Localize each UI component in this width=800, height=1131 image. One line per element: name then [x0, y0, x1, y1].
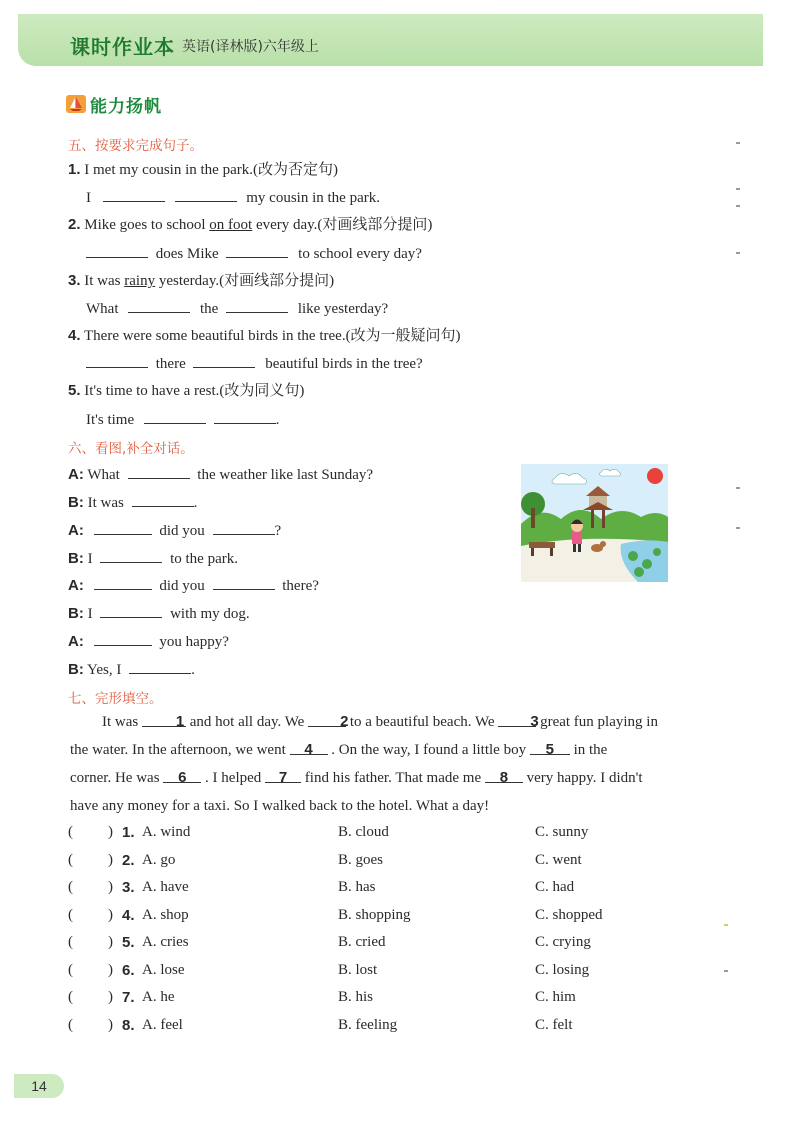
- cloze-text: to a beautiful beach. We: [346, 714, 499, 730]
- margin-mark: [736, 252, 740, 254]
- cloze-blank[interactable]: [290, 736, 328, 758]
- option-b: B. lost: [338, 962, 378, 978]
- option-number: 2.: [122, 852, 135, 869]
- option-b: B. cried: [338, 934, 386, 950]
- answer-paren-open[interactable]: (: [68, 852, 73, 868]
- option-c: C. sunny: [535, 824, 589, 840]
- cloze-blank[interactable]: [163, 764, 201, 786]
- page-header: [0, 0, 800, 72]
- answer-paren-close: ): [108, 962, 113, 978]
- answer-paren-close: ): [108, 1017, 113, 1033]
- answer-blank[interactable]: [86, 243, 148, 258]
- q2-text-pre: Mike goes to school: [84, 217, 210, 233]
- option-row: [68, 934, 768, 956]
- margin-mark: [736, 142, 740, 144]
- dialogue-text: there?: [282, 578, 319, 594]
- answer-paren-close: ): [108, 989, 113, 1005]
- answer-blank[interactable]: [94, 575, 152, 590]
- answer-blank[interactable]: [175, 187, 237, 202]
- margin-mark: [724, 924, 728, 926]
- answer-blank[interactable]: [213, 575, 275, 590]
- cloze-text: very happy. I didn't: [522, 770, 643, 786]
- option-c: C. shopped: [535, 907, 603, 923]
- book-title: 课时作业本: [70, 35, 175, 59]
- dialogue-line: [68, 631, 229, 652]
- cloze-blank[interactable]: [485, 764, 523, 786]
- answer-blank[interactable]: [129, 659, 191, 674]
- speaker-label: B:: [68, 661, 84, 678]
- answer-blank[interactable]: [226, 298, 288, 313]
- cloze-text: . I helped: [201, 770, 266, 786]
- cloze-line: have any money for a taxi. So I walked back to the hotel. What a day!: [70, 798, 490, 814]
- dialogue-line: [68, 520, 281, 541]
- dialogue-line: [68, 575, 319, 596]
- speaker-label: A:: [68, 577, 84, 594]
- option-a: A. cries: [142, 934, 189, 950]
- cloze-number: 6: [178, 769, 187, 786]
- option-row: [68, 824, 768, 846]
- part6-title: 六、看图,补全对话。: [68, 441, 194, 457]
- dialogue-text: with my dog.: [170, 606, 250, 622]
- cloze-blank[interactable]: [498, 708, 539, 730]
- margin-mark: [736, 205, 740, 207]
- answer-blank[interactable]: [94, 520, 152, 535]
- dialogue-text: .: [193, 495, 198, 511]
- q1-number: 1.: [68, 161, 81, 178]
- option-row: [68, 879, 768, 901]
- cloze-text: and hot all day. We: [186, 714, 309, 730]
- q5-answer-end: .: [275, 412, 280, 428]
- q4-prompt: [68, 326, 461, 346]
- q5-answer-line: [86, 409, 279, 430]
- option-number: 6.: [122, 962, 135, 979]
- answer-paren-close: ): [108, 907, 113, 923]
- option-number: 3.: [122, 879, 135, 896]
- margin-mark: [736, 487, 740, 489]
- q3-underlined: rainy: [124, 273, 156, 289]
- sail-icon: [66, 95, 86, 113]
- section-heading: [66, 92, 162, 116]
- dialogue-text: I: [87, 606, 93, 622]
- dialogue-line: [68, 659, 195, 680]
- q1-answer-line: [86, 187, 380, 208]
- dialogue-line: [68, 548, 238, 569]
- cloze-text: . On the way, I found a little boy: [327, 742, 530, 758]
- speaker-label: A:: [68, 522, 84, 539]
- option-number: 1.: [122, 824, 135, 841]
- speaker-label: B:: [68, 550, 84, 567]
- answer-paren-close: ): [108, 879, 113, 895]
- q4-answer-mid: there: [155, 356, 186, 372]
- option-b: B. shopping: [338, 907, 411, 923]
- speaker-label: A:: [68, 633, 84, 650]
- option-b: B. has: [338, 879, 376, 895]
- page-number: 14: [14, 1074, 64, 1098]
- answer-blank[interactable]: [128, 464, 190, 479]
- cloze-blank[interactable]: [308, 708, 349, 730]
- q2-answer-line: [86, 243, 422, 264]
- cloze-line: [70, 764, 734, 792]
- cloze-text: find his father. That made me: [301, 770, 485, 786]
- dialogue-text: .: [191, 662, 195, 678]
- dialogue-text: the weather like last Sunday?: [197, 467, 374, 483]
- option-a: A. have: [142, 879, 189, 895]
- cloze-number: 8: [499, 769, 509, 786]
- margin-mark: [736, 527, 740, 529]
- answer-paren-open[interactable]: (: [68, 1017, 73, 1033]
- option-c: C. losing: [535, 962, 590, 978]
- q4-number: 4.: [68, 327, 81, 344]
- q5-answer-start: It's time: [86, 412, 135, 428]
- option-c: C. had: [535, 879, 575, 895]
- cloze-text: corner. He was: [70, 770, 164, 786]
- answer-blank[interactable]: [100, 603, 162, 618]
- dialogue-text: I: [87, 551, 93, 567]
- answer-paren-close: ): [108, 852, 113, 868]
- dialogue-text: to the park.: [170, 551, 238, 567]
- answer-blank[interactable]: [214, 409, 276, 424]
- cloze-number: 7: [278, 769, 288, 786]
- option-a: A. go: [142, 852, 176, 868]
- dialogue-line: [68, 464, 373, 485]
- park-illustration: [521, 464, 668, 582]
- q3-text-pre: It was: [84, 273, 125, 289]
- q3-text-post: yesterday.(对画线部分提问): [155, 273, 335, 289]
- option-b: B. cloud: [338, 824, 389, 840]
- answer-blank[interactable]: [144, 409, 206, 424]
- cloze-number: 1: [175, 713, 185, 730]
- dialogue-text: you happy?: [159, 634, 229, 650]
- speaker-label: B:: [68, 605, 84, 622]
- option-b: B. goes: [338, 852, 383, 868]
- q3-answer-start: What: [86, 301, 119, 317]
- option-a: A. wind: [142, 824, 191, 840]
- q2-text-post: every day.(对画线部分提问): [252, 217, 433, 233]
- dialogue-text: did you: [159, 578, 205, 594]
- q3-answer-line: [86, 298, 388, 319]
- dialogue-text: Yes, I: [87, 662, 122, 678]
- dialogue-text: What: [87, 467, 120, 483]
- q3-number: 3.: [68, 272, 81, 289]
- answer-paren-open[interactable]: (: [68, 879, 73, 895]
- answer-blank[interactable]: [100, 548, 162, 563]
- q3-prompt: [68, 271, 334, 291]
- answer-blank[interactable]: [86, 353, 148, 368]
- answer-blank[interactable]: [128, 298, 190, 313]
- dialogue-text: did you: [159, 523, 205, 539]
- cloze-blank[interactable]: [142, 708, 186, 730]
- cloze-text: in the: [569, 742, 608, 758]
- cloze-text: the water. In the afternoon, we went: [70, 742, 290, 758]
- option-c: C. crying: [535, 934, 591, 950]
- cloze-line: [70, 736, 734, 764]
- q1-answer-end: my cousin in the park.: [246, 190, 380, 206]
- dialogue-text: ?: [274, 523, 282, 539]
- option-a: A. he: [142, 989, 175, 1005]
- cloze-line: [70, 708, 734, 736]
- option-number: 7.: [122, 989, 135, 1006]
- cloze-blank[interactable]: [530, 736, 570, 758]
- q3-answer-mid: the: [199, 301, 219, 317]
- q5-number: 5.: [68, 382, 81, 399]
- option-number: 4.: [122, 907, 135, 924]
- answer-blank[interactable]: [94, 631, 152, 646]
- cloze-number: 5: [545, 741, 554, 758]
- answer-blank[interactable]: [193, 353, 255, 368]
- option-b: B. feeling: [338, 1017, 398, 1033]
- q5-text: It's time to have a rest.(改为同义句): [84, 383, 305, 399]
- answer-paren-close: ): [108, 934, 113, 950]
- option-a: A. feel: [142, 1017, 183, 1033]
- q5-prompt: [68, 381, 304, 401]
- dialogue-text: It was: [87, 495, 124, 511]
- book-subtitle: 英语(译林版)六年级上: [182, 39, 319, 55]
- speaker-label: B:: [68, 494, 84, 511]
- speaker-label: A:: [68, 466, 84, 483]
- q2-number: 2.: [68, 216, 81, 233]
- option-row: [68, 989, 768, 1011]
- q1-prompt: [68, 160, 338, 180]
- q1-text: I met my cousin in the park.(改为否定句): [84, 162, 338, 178]
- dialogue-line: [68, 492, 197, 513]
- q2-answer-end: to school every day?: [298, 246, 422, 262]
- cloze-blank[interactable]: [265, 764, 301, 786]
- q2-underlined: on foot: [209, 217, 253, 233]
- q2-answer-mid: does Mike: [155, 246, 219, 262]
- answer-paren-open[interactable]: (: [68, 962, 73, 978]
- answer-blank[interactable]: [213, 520, 275, 535]
- answer-paren-close: ): [108, 824, 113, 840]
- option-a: A. lose: [142, 962, 185, 978]
- option-number: 5.: [122, 934, 135, 951]
- section-title: 能力扬帆: [90, 96, 162, 117]
- cloze-number: 4: [304, 741, 313, 758]
- option-b: B. his: [338, 989, 374, 1005]
- cloze-number: 2: [340, 713, 349, 730]
- answer-paren-open[interactable]: (: [68, 907, 73, 923]
- option-row: [68, 1017, 768, 1039]
- answer-blank[interactable]: [132, 492, 194, 507]
- dialogue-line: [68, 603, 250, 624]
- q1-answer-start: I: [86, 190, 91, 206]
- cloze-number: 3: [530, 713, 539, 730]
- cloze-text: great fun playing in: [536, 714, 658, 730]
- option-a: A. shop: [142, 907, 189, 923]
- part5-title: 五、按要求完成句子。: [68, 138, 203, 154]
- margin-mark: [736, 188, 740, 190]
- cloze-text: It was: [102, 714, 142, 730]
- q2-prompt: [68, 215, 432, 235]
- q4-text: There were some beautiful birds in the tree.(改为一般疑问句): [84, 328, 461, 344]
- answer-paren-open[interactable]: (: [68, 824, 73, 840]
- option-number: 8.: [122, 1017, 135, 1034]
- option-row: [68, 852, 768, 874]
- answer-blank[interactable]: [103, 187, 165, 202]
- answer-paren-open[interactable]: (: [68, 989, 73, 1005]
- answer-paren-open[interactable]: (: [68, 934, 73, 950]
- part7-title: 七、完形填空。: [68, 691, 163, 707]
- q4-answer-end: beautiful birds in the tree?: [265, 356, 423, 372]
- option-c: C. him: [535, 989, 576, 1005]
- option-c: C. felt: [535, 1017, 573, 1033]
- option-row: [68, 962, 768, 984]
- q3-answer-end: like yesterday?: [297, 301, 389, 317]
- margin-mark: [724, 970, 728, 972]
- answer-blank[interactable]: [226, 243, 288, 258]
- option-row: [68, 907, 768, 929]
- q4-answer-line: [86, 353, 423, 374]
- option-c: C. went: [535, 852, 582, 868]
